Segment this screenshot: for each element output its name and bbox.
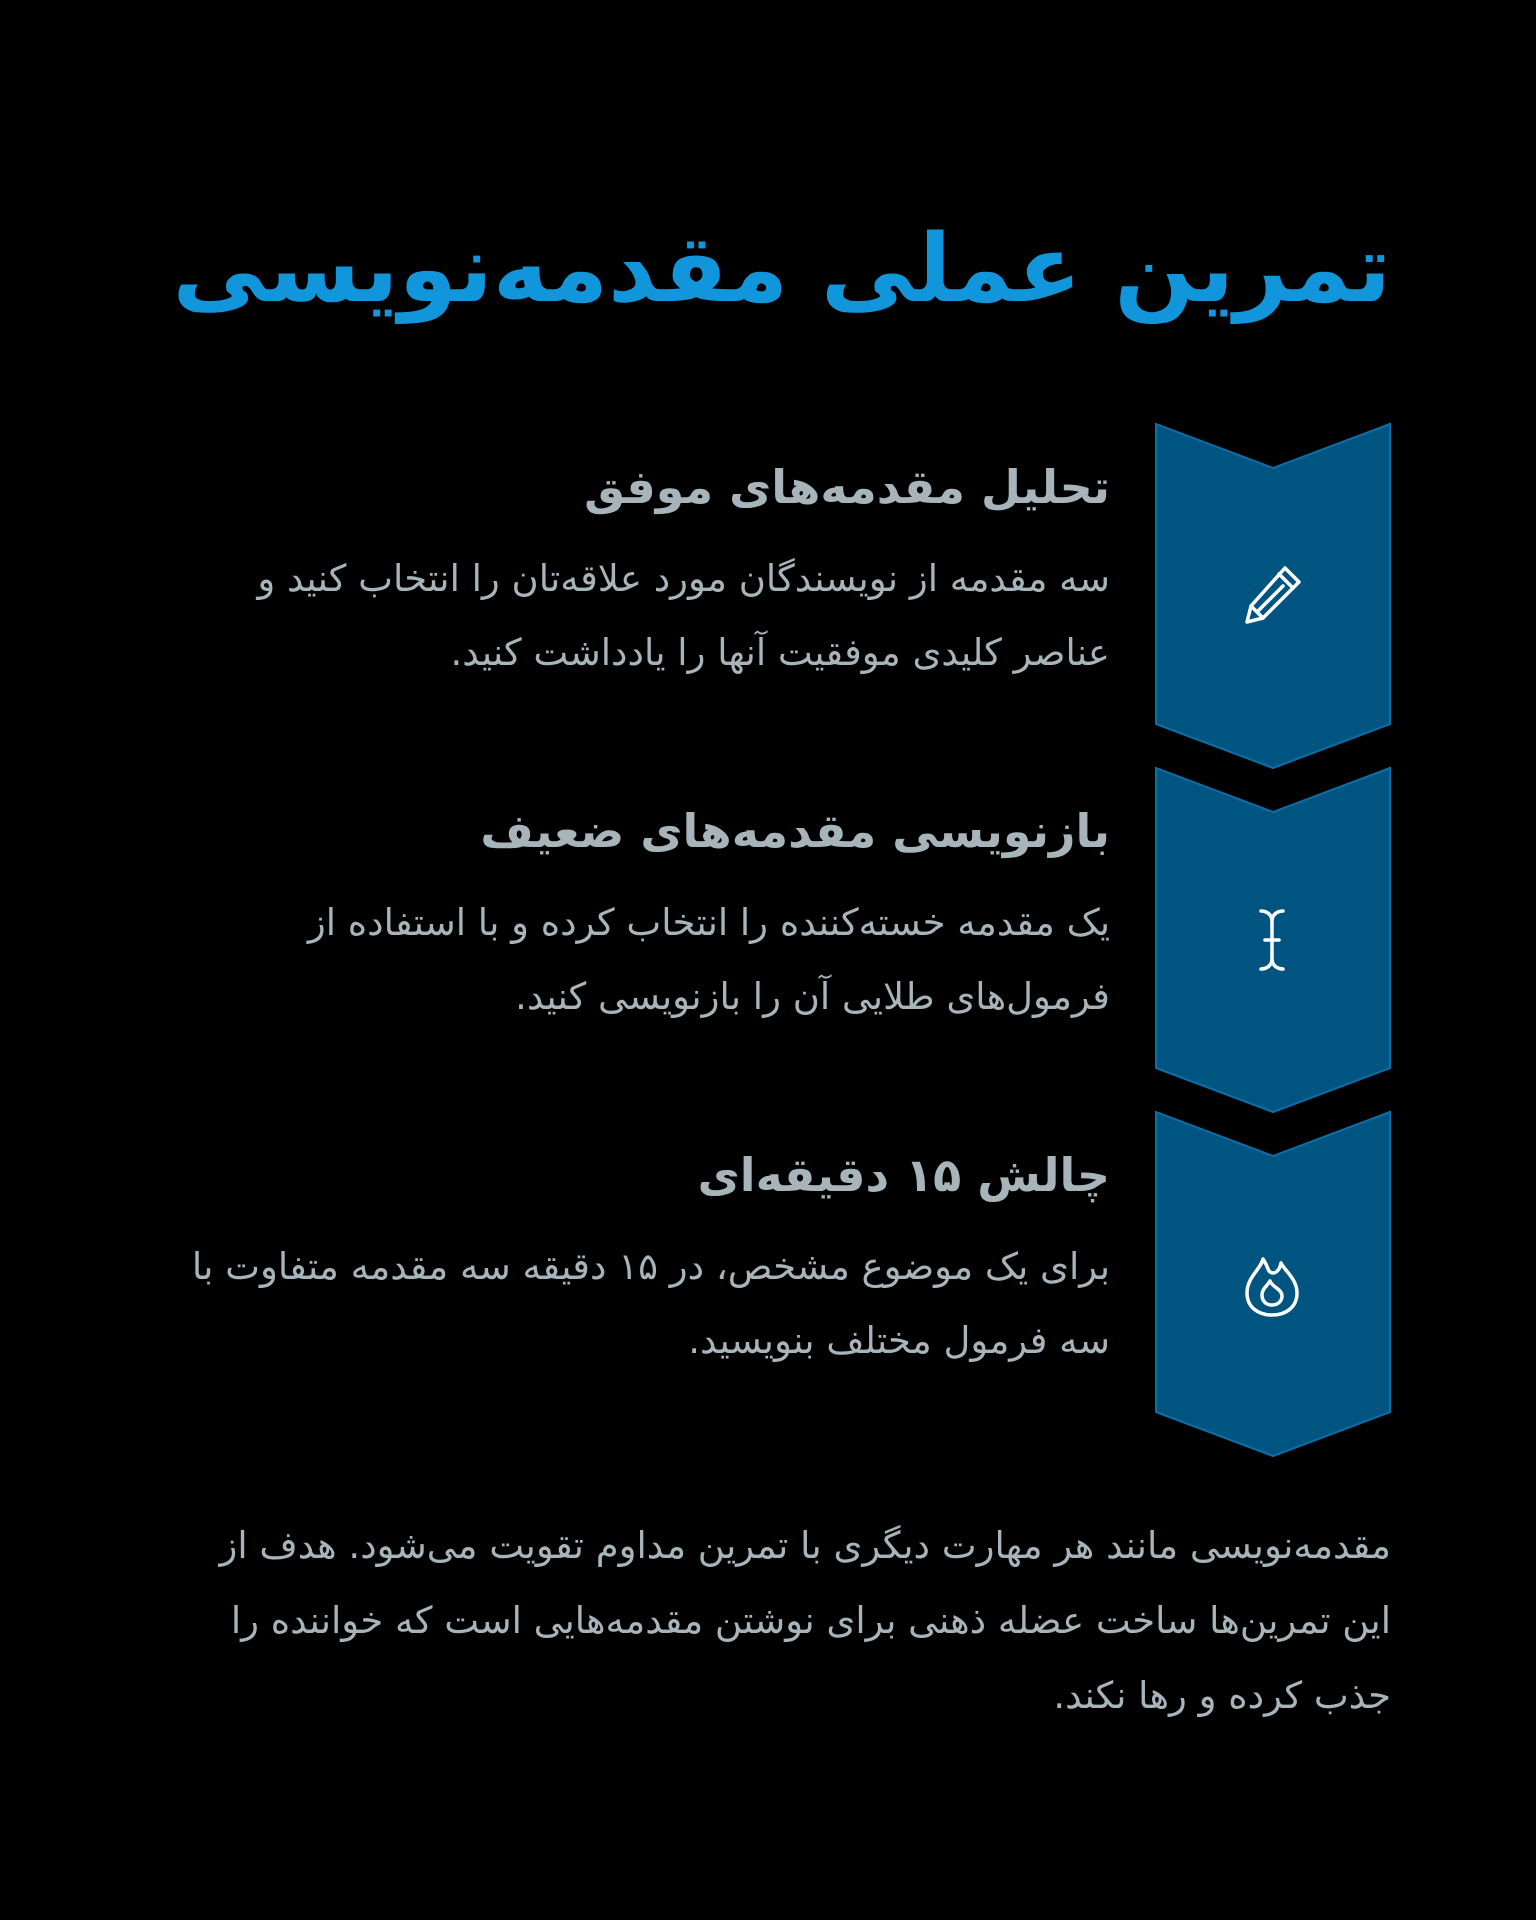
step-1-text: سه مقدمه از نویسندگان مورد علاقه‌تان را انتخاب کنید و عناصر کلیدی موفقیت آنها را یادداشت کنید. <box>257 557 1110 674</box>
flame-icon <box>1237 1251 1307 1321</box>
pencil-icon <box>1237 560 1307 630</box>
step-2-heading: بازنویسی مقدمه‌های ضعیف <box>480 804 1110 858</box>
step-2 <box>145 766 1391 1114</box>
footer-note: مقدمه‌نویسی مانند هر مهارت دیگری با تمرین مداوم تقویت می‌شود. هدف از این تمرین‌ها ساخت عضله ذهنی برای نوشتن مقدمه‌هایی است که خواننده را جذب کرده و رها نکند. <box>219 1524 1391 1717</box>
step-3 <box>145 1110 1391 1458</box>
page-title: تمرین عملی مقدمه‌نویسی <box>172 215 1391 324</box>
step-1-heading: تحلیل مقدمه‌های موفق <box>584 460 1110 514</box>
step-3-heading: چالش ۱۵ دقیقه‌ای <box>697 1148 1110 1202</box>
text-cursor-icon <box>1237 905 1307 975</box>
step-1 <box>145 422 1391 770</box>
step-3-text: برای یک موضوع مشخص، در ۱۵ دقیقه سه مقدمه متفاوت با سه فرمول مختلف بنویسید. <box>191 1245 1110 1362</box>
step-2-text: یک مقدمه خسته‌کننده را انتخاب کرده و با استفاده از فرمول‌های طلایی آن را بازنویسی کنید. <box>307 901 1110 1018</box>
